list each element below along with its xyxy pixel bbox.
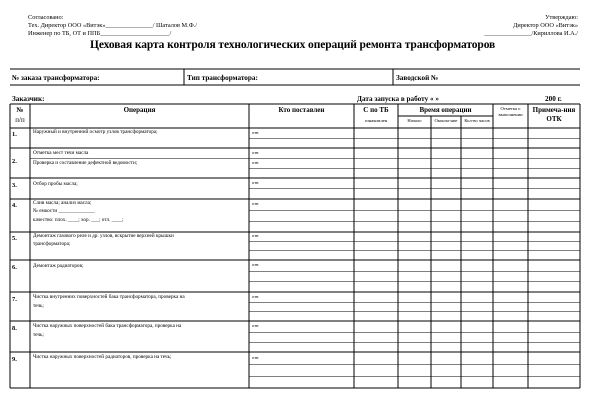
responsible-label: отв: [252, 262, 259, 267]
operation-text-cont: течь;: [33, 332, 44, 338]
operation-text-cont: течь;: [33, 303, 44, 309]
operation-text: Демонтаж радиаторов;: [33, 263, 84, 269]
operation-text-cont: трансформатора;: [33, 241, 71, 247]
order-number-label: № заказа трансформатора:: [12, 74, 100, 82]
responsible-label: отв: [252, 160, 259, 165]
launch-year-label: 200 г.: [545, 95, 562, 103]
serial-number-label: Заводской №: [396, 74, 439, 82]
operation-text: Чистка наружных поверхностей бака трансформатора, проверка на: [33, 323, 182, 329]
row-number: 3.: [12, 182, 17, 189]
row-number: 1.: [12, 131, 17, 138]
responsible-label: отв: [252, 150, 259, 155]
safety-engineer-line: Инженер по ТБ, ОТ и ППБ______________________/: [28, 30, 172, 37]
responsible-label: отв: [252, 355, 259, 360]
responsible-label: отв: [252, 130, 259, 135]
responsible-label: отв: [252, 180, 259, 185]
operation-text: Наружный и внутренний осмотр узлов трансформатора;: [33, 129, 158, 135]
responsible-label: отв: [252, 201, 259, 206]
responsible-label: отв: [252, 294, 259, 299]
operation-text: Отбор пробы масла;: [33, 181, 78, 187]
col-time-header: Время операции: [419, 106, 472, 114]
director-label: Директор ООО «Витэк»: [513, 22, 578, 29]
operation-text-extra: Проверка и составление дефектной ведомости;: [33, 160, 138, 166]
director-signature-line: _______________/Кириллова И.А./: [484, 30, 578, 37]
operation-text: Демонтаж газового реле и др. узлов, вскрытие верхней крышки: [33, 233, 174, 239]
col-done-header: Отметка о выполнении: [498, 106, 523, 117]
tech-director-line: Тех. Директор ООО «Витэк»_______________/ Шаталов М.Ф./: [28, 22, 198, 29]
row-number: 6.: [12, 264, 17, 271]
row-number: 7.: [12, 296, 17, 303]
row-number: 4.: [12, 202, 17, 209]
col-start-header: Начало: [407, 118, 422, 123]
responsible-label: отв: [252, 233, 259, 238]
col-hours-header: Кол-во часов: [464, 118, 490, 123]
launch-date-label: Дата запуска в работу « »: [357, 95, 439, 103]
operation-text: Слив масла; анализ масла;: [33, 200, 92, 206]
col-tb-sub: ознакомлен: [364, 118, 388, 123]
responsible-label: отв: [252, 323, 259, 328]
customer-label: Заказчик:: [12, 95, 45, 103]
transformer-type-label: Тип трансформатора:: [187, 74, 258, 82]
row-number: 5.: [12, 235, 17, 242]
operation-text: Отметка мест течи масла: [33, 150, 89, 156]
document-title: Цеховая карта контроля технологических операций ремонта трансформаторов: [90, 39, 496, 51]
col-operation-header: Операция: [123, 106, 156, 114]
col-otk-header: Примеча-ния ОТК: [532, 106, 576, 123]
approval-label: Согласовано:: [28, 14, 64, 21]
col-number-sub: п/п: [15, 116, 25, 124]
operation-text: Чистка внутренних поверхностей бака трансформатора, проверка на: [33, 294, 185, 300]
approved-label: Утверждаю:: [545, 14, 578, 21]
col-tb-header: С по ТБ: [363, 106, 389, 114]
row-number: 2.: [12, 158, 17, 165]
operation-text: Чистка наружных поверхностей радиаторов, проверка на течь;: [33, 354, 172, 360]
col-placed-by-header: Кто поставлен: [278, 106, 325, 114]
col-end-header: Оконча-ние: [434, 118, 458, 123]
row-number: 9.: [12, 356, 17, 363]
oil-quality-field: качество: плох. ____; хор. ___; отл. ____;: [33, 217, 124, 223]
tank-number-field: № емкости ______________: [33, 208, 95, 214]
row-number: 8.: [12, 325, 17, 332]
col-number-header: №: [16, 106, 24, 114]
